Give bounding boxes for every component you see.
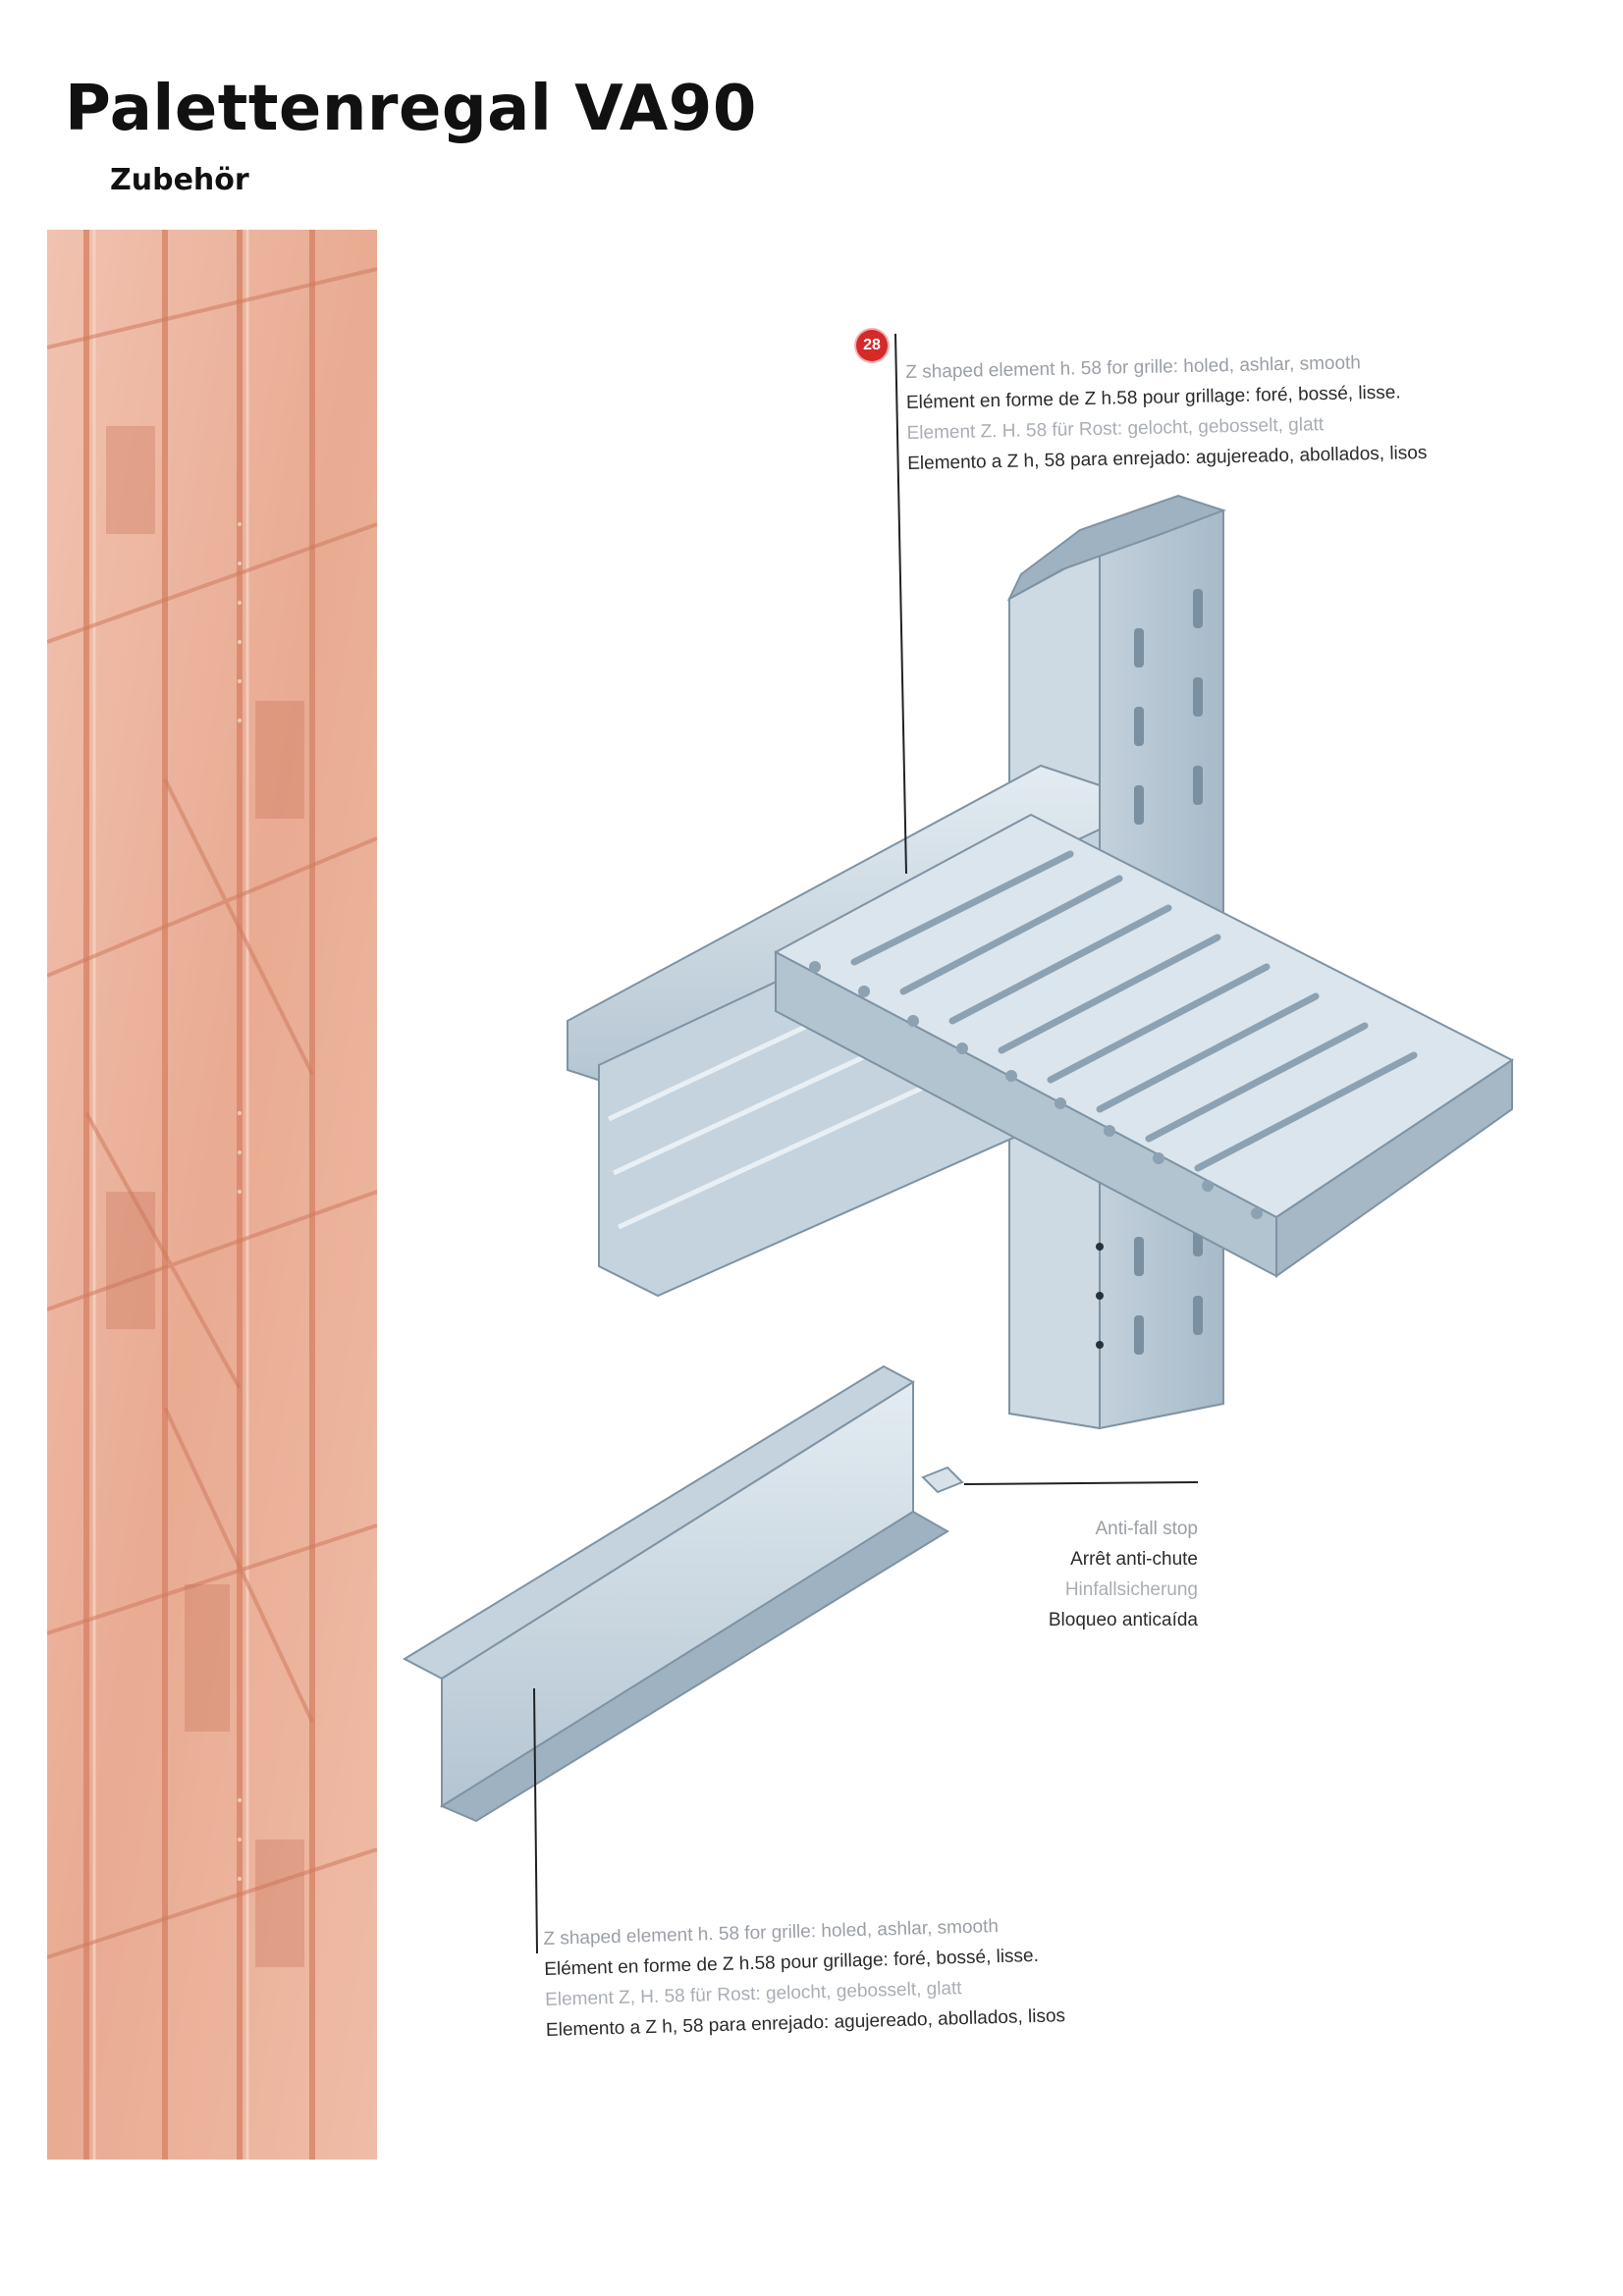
page-title: Palettenregal VA90: [65, 73, 757, 145]
callout-number-badge: 28: [856, 330, 888, 361]
callout-line-de: Element Z. H. 58 für Rost: gelocht, gebosselt, glatt: [906, 414, 1325, 444]
callout-line-fr: Elément en forme de Z h.58 pour grillage: foré, bossé, lisse.: [544, 1945, 1040, 1980]
leader-line-stop: [964, 1482, 1198, 1484]
callout-z-element-top: [905, 347, 1428, 479]
leader-line-top: [895, 334, 906, 874]
callout-line-es: Elemento a Z h, 58 para enrejado: agujereado, abollados, lisos: [907, 442, 1428, 474]
callout-line-de: Hinfallsicherung: [1064, 1579, 1198, 1600]
callout-line-en: Z shaped element h. 58 for grille: holed, ashlar, smooth: [905, 352, 1362, 383]
callout-line-en: Anti-fall stop: [1095, 1519, 1198, 1539]
callout-z-element-bottom: [543, 1909, 1065, 2046]
callout-line-es: Bloqueo anticaída: [1048, 1610, 1198, 1630]
callout-line-en: Z shaped element h. 58 for grille: holed, ashlar, smooth: [543, 1916, 1000, 1949]
page-subtitle: Zubehör: [110, 163, 249, 197]
callout-line-fr: Elément en forme de Z h.58 pour grillage: foré, bossé, lisse.: [905, 382, 1401, 413]
callout-line-fr: Arrêt anti-chute: [1070, 1549, 1198, 1570]
callout-line-es: Elemento a Z h, 58 para enrejado: agujereado, abollados, lisos: [545, 2005, 1066, 2041]
z-profile: [405, 1366, 962, 1821]
callout-anti-fall-stop: [982, 1514, 1198, 1635]
callout-line-de: Element Z, H. 58 für Rost: gelocht, gebosselt, glatt: [544, 1978, 962, 2010]
